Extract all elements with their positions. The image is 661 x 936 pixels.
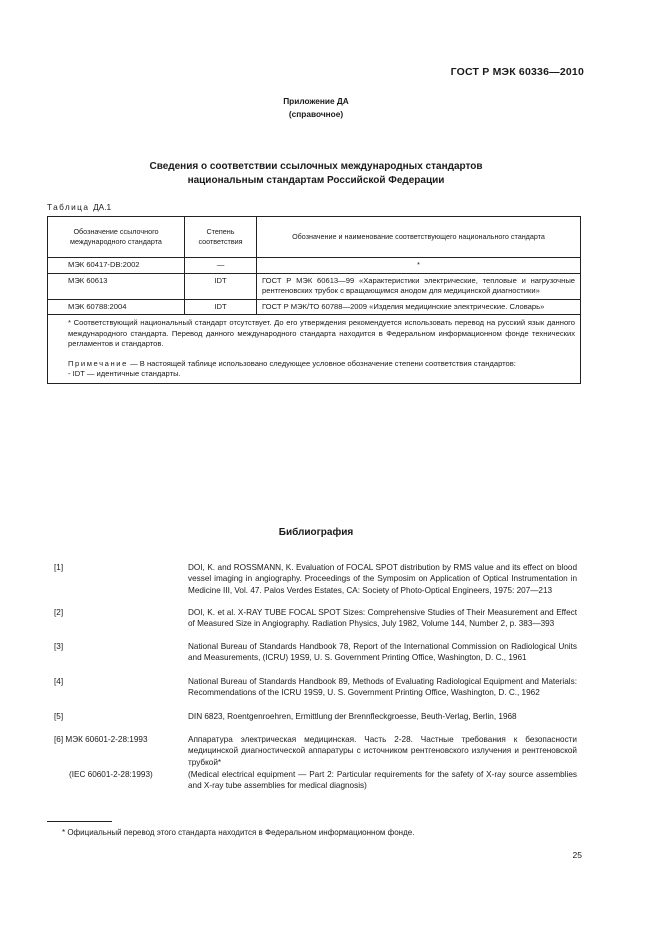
cell-national: * — [257, 258, 581, 274]
table-row — [48, 258, 581, 274]
table-row — [48, 299, 581, 315]
cell-national: ГОСТ Р МЭК 60613—99 «Характеристики электрические, тепловые и нагрузочные рентгеновских трубок с вращающимся анодом для медицинской диагностики» — [257, 273, 581, 299]
cell-national: ГОСТ Р МЭК/ТО 60788—2009 «Изделия медицинские электрические. Словарь» — [257, 299, 581, 315]
cell-ref: МЭК 60788:2004 — [48, 299, 185, 315]
footnote-separator — [47, 821, 112, 822]
bib-text: National Bureau of Standards Handbook 78, Report of the International Commission on Radiological Units and Measurements, (ICRU) 19S9, U. S. Government Printing Office, Washington, D. C., 1961 — [188, 642, 577, 663]
bib-label: [1] — [54, 563, 64, 572]
section-title-line2: национальным стандартам Российской Федерации — [187, 175, 445, 186]
annex-title: Приложение ДА — [283, 96, 349, 106]
section-title — [0, 160, 632, 188]
header-ref-standard: Обозначение ссылочного международного стандарта — [48, 217, 185, 258]
bib-label: [2] — [54, 608, 64, 617]
table-header-row — [48, 217, 581, 258]
table-notes — [48, 315, 581, 384]
idt-definition: - IDT — идентичные стандарты. — [68, 369, 181, 378]
bibliography-entry — [54, 641, 577, 664]
bibliography-entry — [54, 676, 577, 699]
cell-degree: IDT — [185, 273, 257, 299]
bibliography-title: Библиография — [278, 527, 354, 538]
annex-subtitle: (справочное) — [288, 109, 344, 119]
header-degree: Степень соответствия — [185, 217, 257, 258]
cell-ref: МЭК 60417-DB:2002 — [48, 258, 185, 274]
bib-text: National Bureau of Standards Handbook 89, Methods of Evaluating Radiological Equipment and Materials: Recommendations of the ICRU 19S9, U. S. Government Printing Office, Washington, D. C., 1962 — [188, 677, 577, 698]
bibliography-entry — [54, 711, 577, 722]
bibliography-entry — [54, 734, 577, 768]
bib-text: DIN 6823, Roentgenroehren, Ermittlung der Brennfleckgroesse, Beuth-Verlag, Berlin, 1968 — [188, 712, 517, 721]
cell-ref: МЭК 60613 — [48, 273, 185, 299]
table-caption-number: ДА.1 — [93, 202, 112, 212]
page-number: 25 — [572, 850, 582, 860]
table-caption — [47, 202, 111, 212]
table-footnote: * Соответствующий национальный стандарт отсутствует. До его утверждения рекомендуется использовать перевод на русский язык данного международного стандарта. Перевод данного международного стандарта находится в Федеральном информационном фонде технических регламентов и стандартов. — [68, 318, 575, 348]
bibliography-entry — [54, 562, 577, 596]
section-title-line1: Сведения о соответствии ссылочных международных стандартов — [149, 161, 483, 172]
cell-degree: IDT — [185, 299, 257, 315]
table-notes-row — [48, 315, 581, 384]
document-header-id: ГОСТ Р МЭК 60336—2010 — [450, 66, 584, 78]
correspondence-table — [47, 216, 581, 384]
note-text: — В настоящей таблице использовано следующее условное обозначение степени соответствия стандартов: — [130, 358, 516, 368]
bib-label: [6] МЭК 60601-2-28:1993 — [54, 735, 148, 744]
table-note — [68, 359, 575, 370]
bib-text: Аппаратура электрическая медицинская. Часть 2-28. Частные требования к безопасности медицинской диагностической аппаратуры с источником рентгеновского излучения и рентгеновской трубкой* — [188, 735, 577, 767]
bib-text: DOI, K. et al. X-RAY TUBE FOCAL SPOT Sizes: Comprehensive Studies of Their Measurement and Effect of Measured Size in Angiography. Radiation Physics, July 1982, Volume 144, Number 2, p. 383—393 — [188, 608, 577, 629]
header-national-standard: Обозначение и наименование соответствующего национального стандарта — [257, 217, 581, 258]
cell-degree: — — [185, 258, 257, 274]
table-caption-word: Таблица — [47, 202, 90, 212]
bibliography-entry — [54, 607, 577, 630]
bib-label: (IEC 60601-2-28:1993) — [69, 770, 153, 779]
bib-text: (Medical electrical equipment — Part 2: Particular requirements for the safety of X-ray source assemblies and X-ray tube assemblies for medical diagnosis) — [188, 770, 577, 791]
bib-text: DOI, K. and ROSSMANN, K. Evaluation of FOCAL SPOT distribution by RMS value and its effect on blood vessel imaging in angiography. Proceedings of the Symposim on Application of Optical Instrumentation in Medicine III, Vol. 47. Palos Verdes Estates, CA: Society of Photo-Optical Engineers, 1975: 207—213 — [188, 563, 577, 595]
bib-label: [5] — [54, 712, 64, 721]
bib-label: [3] — [54, 642, 64, 651]
bibliography-entry — [54, 769, 577, 792]
note-label: Примечание — [68, 358, 128, 368]
page-footnote: * Официальный перевод этого стандарта находится в Федеральном информационном фонде. — [62, 828, 415, 837]
table-row — [48, 273, 581, 299]
bib-label: [4] — [54, 677, 64, 686]
